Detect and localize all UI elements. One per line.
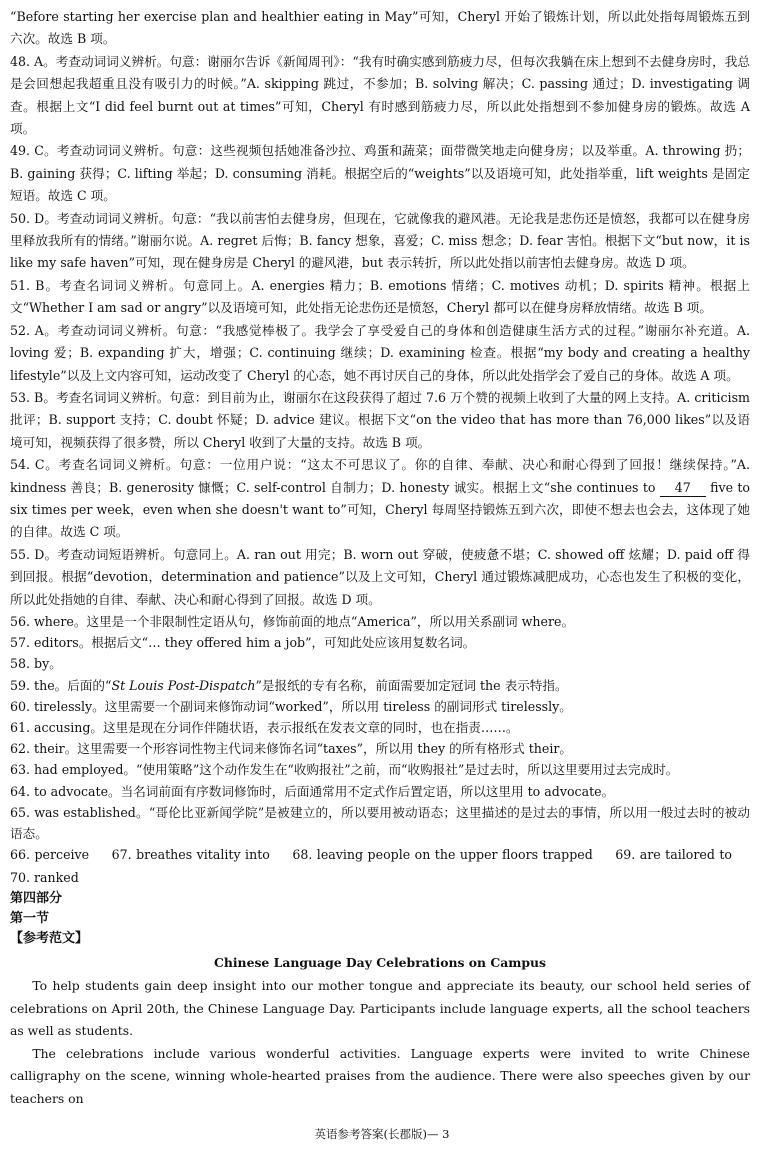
section-4-heading: 第四部分: [10, 891, 63, 907]
answer-55: 55. D。考查动词短语辨析。句意同上。A. ran out 用完；B. worn out 穿破，使疲惫不堪；C. showed off 炫耀；D. paid off 得到回报。根据“devotion，determination and patience”以及上文可知，Cheryl 通过锻炼减肥成功，心态也发生了积极的变化，所以此处指她的自律、奉献、决心和耐心得到了回报。故选 D 项。: [10, 546, 750, 607]
essay-paragraph-1: To help students gain deep insight into our mother tongue and appreciate its beauty, our school held series of celebrations on April 20th, the Chinese Language Day. Participants include language experts, all the school teachers as well as students.: [10, 978, 750, 1039]
essay-title: Chinese Language Day Celebrations on Campus: [213, 955, 547, 971]
answer-59-newspaper: St Louis Post-Dispatch: [111, 677, 256, 693]
page-footer: 英语参考答案(长郡版)— 3: [314, 1127, 450, 1141]
answer-59-part2: ”是报纸的专有名称，前面需要加定冠词 the 表示特指。: [255, 677, 568, 693]
answer-60: 60. tirelessly。这里需要一个副词来修饰动词“worked”，所以用 tireless 的副词形式 tirelessly。: [10, 698, 572, 714]
answer-54: [10, 454, 750, 544]
answers-66-70: [10, 844, 750, 889]
answer-49: 49. C。考查动词词义辨析。句意：这些视频包括她准备沙拉、鸡蛋和蔬菜；面带微笑地走向健身房；以及举重。A. throwing 扔；B. gaining 获得；C. lifting 举起；D. consuming 消耗。根据空后的“weights”以及语境可知，此处指举重，lift weights 是固定短语。故选 C 项。: [10, 143, 750, 204]
answer-53: 53. B。考查名词词义辨析。句意：到目前为止，谢丽尔在这段获得了超过 7.6 万个赞的视频上收到了大量的网上支持。A. criticism 批评；B. support 支持；C. doubt 怀疑；D. advice 建议。根据下文“on the video that has more than 76,000 likes”以及语境可知，视频获得了很多赞，所以 Cheryl 收到了大量的支持。故选 B 项。: [10, 389, 750, 450]
answer-61: 61. accusing。这里是现在分词作伴随状语，表示报纸在发表文章的同时，也在指责……。: [10, 719, 519, 735]
section-1-heading: 第一节: [10, 911, 50, 927]
answer-54-part1: 54. C。考查名词词义辨析。句意：一位用户说：“这太不可思议了。你的自律、奉献、决心和耐心得到了回报！继续保持。”A. kindness 善良；B. generosity 慷慨；C. self-control 自制力；D. honesty 诚实。根据上文“she continues to: [10, 457, 750, 495]
answer-59: [10, 675, 750, 696]
answer-59-part1: 59. the。后面的“: [10, 677, 112, 693]
answer-66: 66. perceive: [10, 847, 90, 863]
answer-48: 48. A。考查动词词义辨析。句意：谢丽尔告诉《新闻周刊》：“我有时确实感到筋疲力尽，但每次我躺在床上想到不去健身房时，我总是会回想起我超重且没有吸引力的时候。”A. skipping 跳过，不参加；B. solving 解决；C. passing 通过；D. investigating 调查。根据上文“I did feel burnt out at times”可知，Cheryl 有时感到筋疲力尽，所以此处指想到不参加健身房的锻炼。故选 A 项。: [10, 53, 750, 137]
answer-68: 68. leaving people on the upper floors trapped: [292, 847, 593, 863]
answer-54-blank: 47: [660, 480, 706, 497]
answer-69: 69. are tailored to: [615, 847, 732, 863]
essay-paragraph-2: The celebrations include various wonderful activities. Language experts were invited to write Chinese calligraphy on the scene, winning whole-hearted praises from the audience. There were also speeches given by our teachers on: [10, 1045, 750, 1106]
answer-63: 63. had employed。“使用策略”这个动作发生在“收购报社”之前，而“收购报社”是过去时，所以这里要用过去完成时。: [10, 762, 679, 778]
answer-51: 51. B。考查名词词义辨析。句意同上。A. energies 精力；B. emotions 情绪；C. motives 动机；D. spirits 精神。根据上文“Whether I am sad or angry”以及语境可知，此处指无论悲伤还是愤怒，Cheryl 都可以在健身房释放情绪。故选 B 项。: [10, 277, 750, 316]
answer-54-part2: five to six times per week，even when she doesn't want to”可知，Cheryl 每周坚持锻炼五到六次，即使不想去也会去，这体现了她的自律。故选 C 项。: [10, 479, 750, 540]
answer-50: 50. D。考查动词词义辨析。句意：“我以前害怕去健身房，但现在，它就像我的避风港。无论我是悲伤还是愤怒，我都可以在健身房里释放我所有的情绪。”谢丽尔说。A. regret 后悔；B. fancy 想象，喜爱；C. miss 想念；D. fear 害怕。根据下文“but now，it is like my safe haven”可知，现在健身房是 Cheryl 的避风港，but 表示转折，所以此处指以前害怕去健身房。故选 D 项。: [10, 210, 750, 271]
answer-52: 52. A。考查动词词义辨析。句意：“我感觉棒极了。我学会了享受爱自己的身体和创造健康生活方式的过程。”谢丽尔补充道。A. loving 爱；B. expanding 扩大，增强；C. continuing 继续；D. examining 检查。根据“my body and creating a healthy lifestyle”以及上文内容可知，运动改变了 Cheryl 的心态，她不再讨厌自己的身体，所以此处指学会了爱自己的身体。故选 A 项。: [10, 322, 750, 383]
sample-essay-label: 【参考范文】: [10, 931, 89, 947]
answer-57: 57. editors。根据后文“… they offered him a job”，可知此处应该用复数名词。: [10, 635, 476, 651]
answer-70: 70. ranked: [10, 869, 79, 885]
answer-47-cont: “Before starting her exercise plan and healthier eating in May”可知，Cheryl 开始了锻炼计划，所以此处指每周锻炼五到六次。故选 B 项。: [10, 9, 750, 47]
answer-67: 67. breathes vitality into: [111, 847, 270, 863]
answer-56: 56. where。这里是一个非限制性定语从句，修饰前面的地点“America”，所以用关系副词 where。: [10, 613, 575, 629]
answer-62: 62. their。这里需要一个形容词性物主代词来修饰名词“taxes”，所以用 they 的所有格形式 their。: [10, 741, 572, 757]
answer-65: 65. was established。“哥伦比亚新闻学院”是被建立的，所以要用被动语态；这里描述的是过去的事情，所以用一般过去时的被动语态。: [10, 804, 750, 841]
answer-58: 58. by。: [10, 656, 62, 672]
answer-64: 64. to advocate。当名词前面有序数词修饰时，后面通常用不定式作后置定语，所以这里用 to advocate。: [10, 783, 615, 799]
